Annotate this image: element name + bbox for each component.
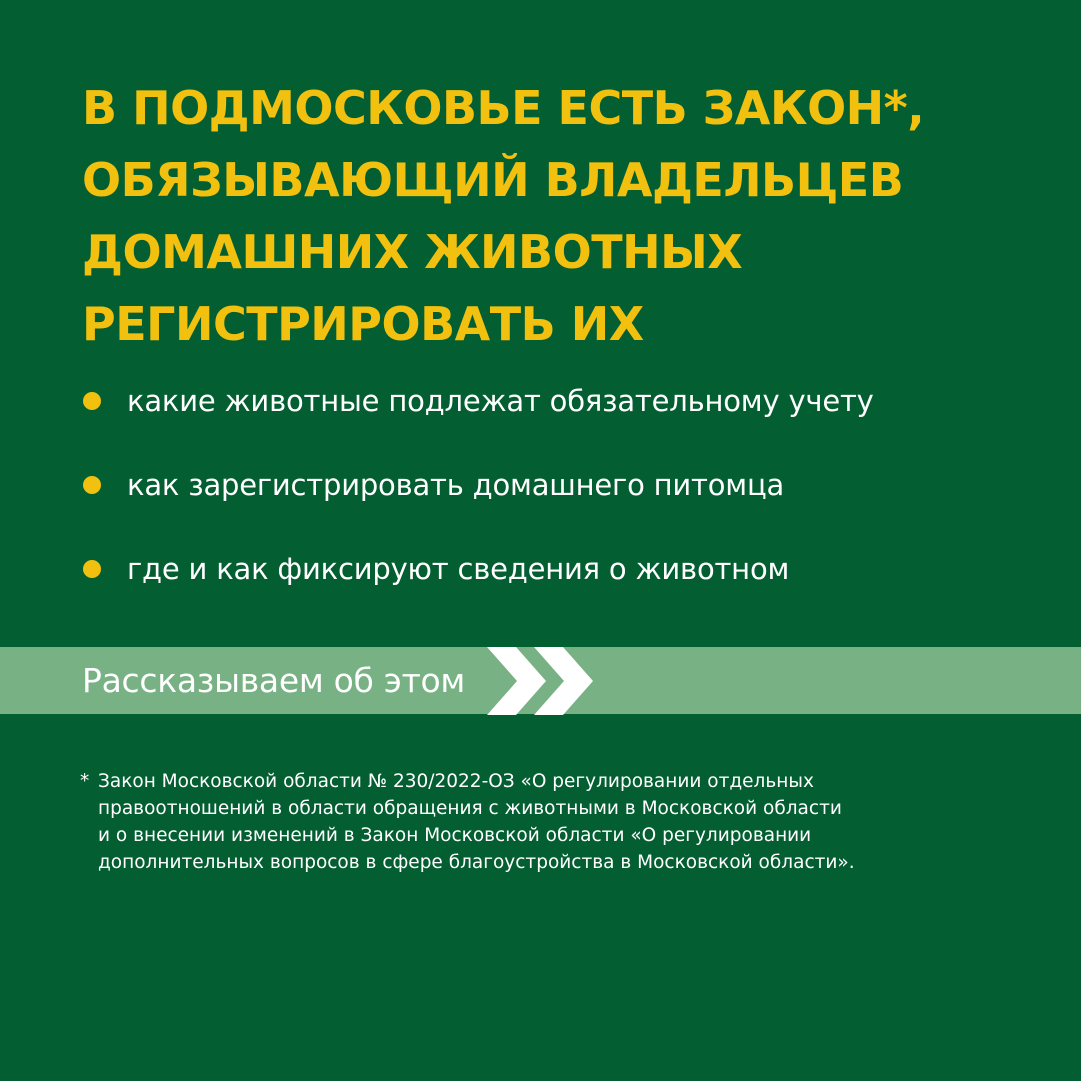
footnote-text xyxy=(98,768,855,876)
list-item-text: где и как фиксируют сведения о животном xyxy=(127,552,790,586)
page-title xyxy=(82,72,1042,360)
footnote-asterisk: * xyxy=(80,771,90,792)
title-line: РЕГИСТРИРОВАТЬ ИХ xyxy=(82,297,644,351)
list-item xyxy=(82,373,1042,429)
double-chevron-right-icon[interactable] xyxy=(486,646,596,716)
list-item-text: как зарегистрировать домашнего питомца xyxy=(127,468,785,502)
title-line: В ПОДМОСКОВЬЕ ЕСТЬ ЗАКОН*, xyxy=(82,81,925,135)
bullet-dot-icon xyxy=(83,476,101,494)
footnote-line: Закон Московской области № 230/2022-ОЗ «О регулировании отдельных xyxy=(98,771,814,792)
footnote-line: и о внесении изменений в Закон Московской области «О регулировании xyxy=(98,825,812,846)
list-item xyxy=(82,457,1042,513)
list-item xyxy=(82,541,1042,597)
title-line: ДОМАШНИХ ЖИВОТНЫХ xyxy=(82,225,743,279)
topic-list xyxy=(82,373,1042,625)
footnote xyxy=(80,768,980,876)
bullet-dot-icon xyxy=(83,560,101,578)
banner-text: Рассказываем об этом xyxy=(82,661,465,700)
footnote-line: дополнительных вопросов в сфере благоустройства в Московской области». xyxy=(98,852,855,873)
list-item-text: какие животные подлежат обязательному учету xyxy=(127,384,874,418)
title-line: ОБЯЗЫВАЮЩИЙ ВЛАДЕЛЬЦЕВ xyxy=(82,153,904,207)
footnote-line: правоотношений в области обращения с животными в Московской области xyxy=(98,798,842,819)
bullet-dot-icon xyxy=(83,392,101,410)
